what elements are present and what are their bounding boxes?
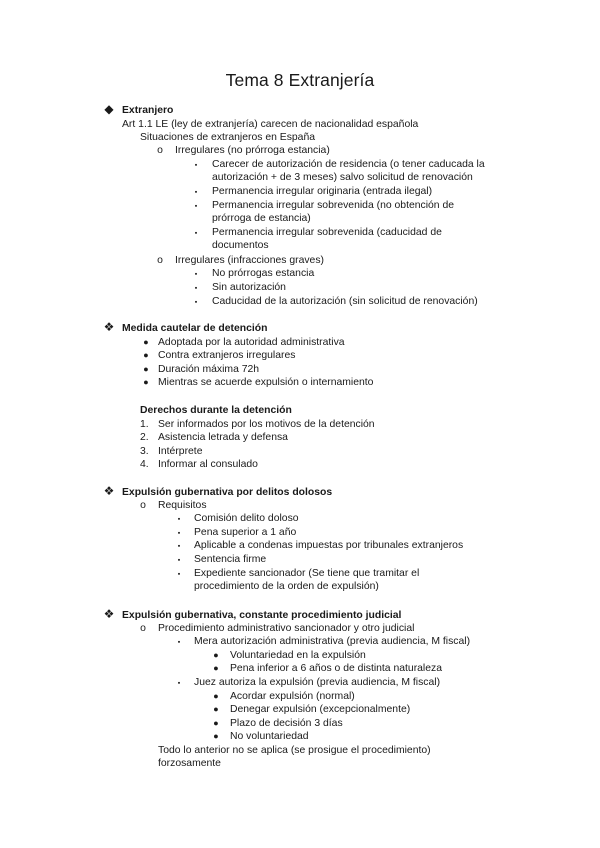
bullet-icon: ● xyxy=(213,731,219,741)
list-item: Juez autoriza la expulsión (previa audiencia, M fiscal) xyxy=(194,677,441,688)
square-bullet-icon: ▪ xyxy=(194,230,198,237)
list-item-continuation: procedimiento de la orden de expulsión) xyxy=(194,581,379,592)
list-item: Acordar expulsión (normal) xyxy=(230,691,355,702)
list-item: Ser informados por los motivos de la detención xyxy=(158,419,375,430)
bullet-icon: ● xyxy=(213,650,219,660)
list-item: Carecer de autorización de residencia (o tener caducada la xyxy=(212,159,485,170)
section-heading-detencion: Medida cautelar de detención xyxy=(122,323,268,334)
circle-bullet-icon: o xyxy=(140,623,146,634)
bullet-icon: ● xyxy=(213,691,219,701)
list-item-continuation: autorización + de 3 meses) salvo solicitud de renovación xyxy=(212,172,473,183)
page-title: Tema 8 Extranjería xyxy=(225,70,375,90)
list-item: Voluntariedad en la expulsión xyxy=(230,650,366,661)
square-bullet-icon: ▪ xyxy=(194,203,198,210)
square-bullet-icon: ▪ xyxy=(194,271,198,278)
list-number: 3. xyxy=(140,446,149,457)
fancy-diamond-bullet-icon: ❖ xyxy=(103,484,115,498)
list-number: 4. xyxy=(140,459,149,470)
list-item: Sentencia firme xyxy=(194,554,267,565)
square-bullet-icon: ▪ xyxy=(177,571,181,578)
list-item: No voluntariedad xyxy=(230,731,309,742)
list-item: Mera autorización administrativa (previa audiencia, M fiscal) xyxy=(194,636,471,647)
square-bullet-icon: ▪ xyxy=(177,543,181,550)
list-item: Procedimiento administrativo sancionador y otro judicial xyxy=(158,623,415,634)
list-item: Requisitos xyxy=(158,500,207,511)
list-item: Expediente sancionador (Se tiene que tramitar el xyxy=(194,568,420,579)
square-bullet-icon: ▪ xyxy=(177,516,181,523)
list-item: Plazo de decisión 3 días xyxy=(230,718,343,729)
square-bullet-icon: ▪ xyxy=(194,285,198,292)
bullet-icon: ● xyxy=(143,350,149,360)
list-item: Permanencia irregular sobrevenida (caducidad de xyxy=(212,227,442,238)
bullet-icon: ● xyxy=(143,377,149,387)
list-item: Contra extranjeros irregulares xyxy=(158,350,296,361)
bullet-icon: ● xyxy=(213,704,219,714)
list-item: Comisión delito doloso xyxy=(194,513,299,524)
bullet-icon: ● xyxy=(143,364,149,374)
diamond-bullet-icon: ◆ xyxy=(104,102,114,116)
text-line: Situaciones de extranjeros en España xyxy=(140,132,316,143)
list-item: Pena inferior a 6 años o de distinta naturaleza xyxy=(230,663,442,674)
square-bullet-icon: ▪ xyxy=(177,530,181,537)
square-bullet-icon: ▪ xyxy=(194,189,198,196)
closing-text: Todo lo anterior no se aplica (se prosigue el procedimiento) xyxy=(158,745,431,756)
section-heading-extranjero: Extranjero xyxy=(122,105,174,116)
circle-bullet-icon: o xyxy=(140,500,146,511)
text-line: Art 1.1 LE (ley de extranjería) carecen de nacionalidad española xyxy=(122,119,419,130)
closing-text-continuation: forzosamente xyxy=(158,758,221,769)
list-item: Denegar expulsión (excepcionalmente) xyxy=(230,704,411,715)
circle-bullet-icon: o xyxy=(157,255,163,266)
list-item: No prórrogas estancia xyxy=(212,268,315,279)
list-number: 2. xyxy=(140,432,149,443)
list-item-continuation: prórroga de estancia) xyxy=(212,213,311,224)
list-item: Permanencia irregular originaria (entrada ilegal) xyxy=(212,186,433,197)
list-item: Duración máxima 72h xyxy=(158,364,260,375)
fancy-diamond-bullet-icon: ❖ xyxy=(103,607,115,621)
list-item-continuation: documentos xyxy=(212,240,269,251)
list-item: Sin autorización xyxy=(212,282,286,293)
list-item: Irregulares (infracciones graves) xyxy=(175,255,324,266)
bullet-icon: ● xyxy=(213,663,219,673)
subheading-derechos: Derechos durante la detención xyxy=(140,405,292,416)
list-item: Mientras se acuerde expulsión o internamiento xyxy=(158,377,374,388)
list-number: 1. xyxy=(140,419,149,430)
list-item: Caducidad de la autorización (sin solicitud de renovación) xyxy=(212,296,478,307)
fancy-diamond-bullet-icon: ❖ xyxy=(103,320,115,334)
list-item: Irregulares (no prórroga estancia) xyxy=(175,145,330,156)
list-item: Intérprete xyxy=(158,446,203,457)
square-bullet-icon: ▪ xyxy=(194,299,198,306)
list-item: Adoptada por la autoridad administrativa xyxy=(158,337,345,348)
section-heading-procedimiento-judicial: Expulsión gubernativa, constante procedimiento judicial xyxy=(122,610,402,621)
square-bullet-icon: ▪ xyxy=(177,557,181,564)
bullet-icon: ● xyxy=(213,718,219,728)
square-bullet-icon: ▪ xyxy=(177,680,181,687)
list-item: Aplicable a condenas impuestas por tribunales extranjeros xyxy=(194,540,464,551)
bullet-icon: ● xyxy=(143,337,149,347)
circle-bullet-icon: o xyxy=(157,145,163,156)
list-item: Asistencia letrada y defensa xyxy=(158,432,288,443)
list-item: Pena superior a 1 año xyxy=(194,527,297,538)
square-bullet-icon: ▪ xyxy=(194,162,198,169)
list-item: Informar al consulado xyxy=(158,459,258,470)
list-item: Permanencia irregular sobrevenida (no obtención de xyxy=(212,200,455,211)
section-heading-delitos-dolosos: Expulsión gubernativa por delitos dolosos xyxy=(122,487,333,498)
square-bullet-icon: ▪ xyxy=(177,639,181,646)
